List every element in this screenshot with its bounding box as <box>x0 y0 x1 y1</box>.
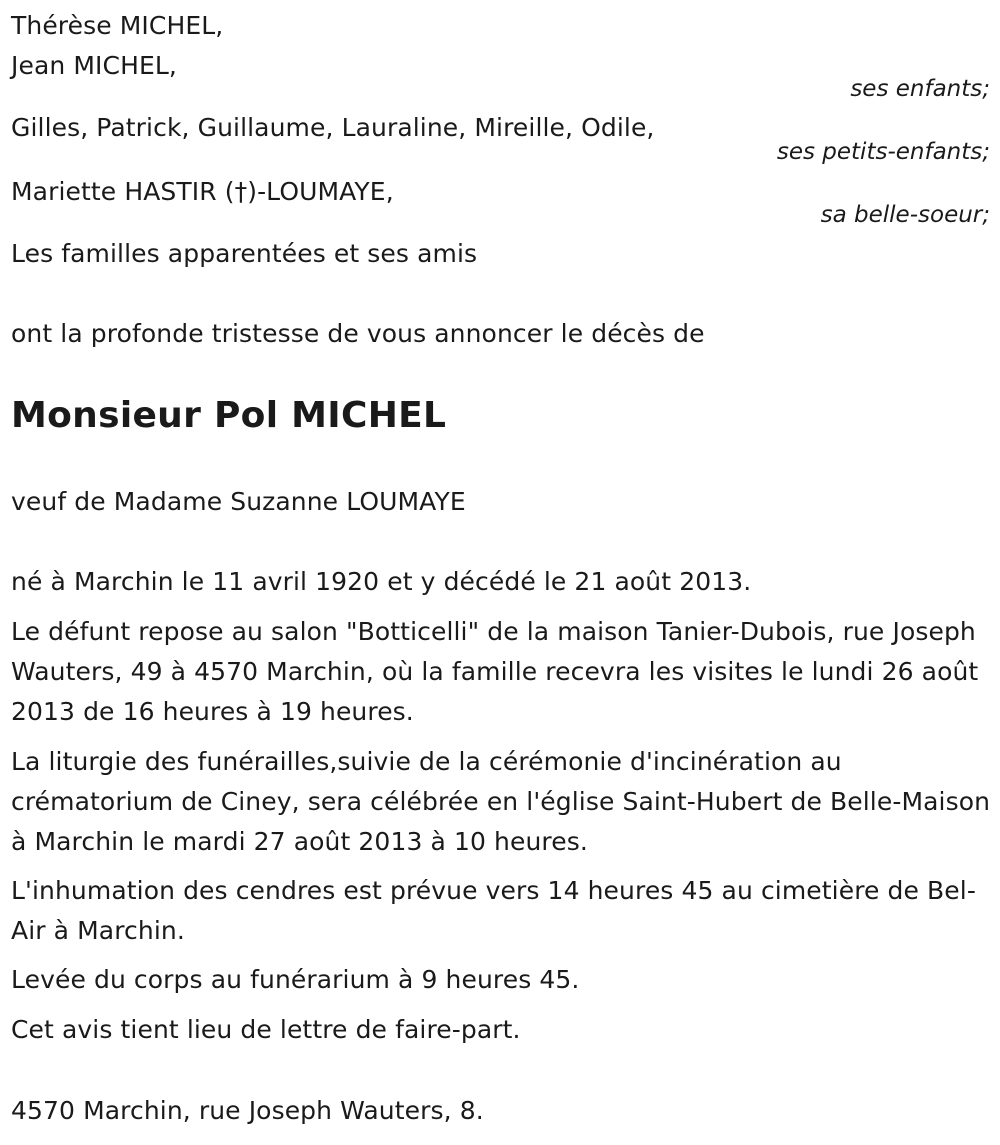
deceased-name: Monsieur Pol MICHEL <box>11 395 447 436</box>
liturgy-paragraph: La liturgie des funérailles,suivie de la cérémonie d'incinération au crématorium de Ciney, sera célébrée en l'église Saint-Hubert de Belle-Maison à Marchin le mardi 27 août 2013 à 10 heures. <box>11 747 991 856</box>
role-sister-in-law: sa belle-soeur; <box>820 202 990 228</box>
burial-paragraph: L'inhumation des cendres est prévue vers 14 heures 45 au cimetière de Bel-Air à Marchin. <box>11 876 976 945</box>
family-member-therese: Thérèse MICHEL, <box>11 11 224 40</box>
sister-in-law-name: Mariette HASTIR (†)-LOUMAYE, <box>11 177 394 206</box>
departure-paragraph: Levée du corps au funérarium à 9 heures 45. <box>11 965 580 994</box>
visitation-paragraph: Le défunt repose au salon "Botticelli" de la maison Tanier-Dubois, rue Joseph Wauters, 49 à 4570 Marchin, où la famille recevra les visites le lundi 26 août 2013 de 16 heures à 19 heures. <box>11 617 979 726</box>
grandchildren-names: Gilles, Patrick, Guillaume, Lauraline, Mireille, Odile, <box>11 113 655 142</box>
role-children: ses enfants; <box>850 76 990 102</box>
announcement-line: ont la profonde tristesse de vous annoncer le décès de <box>11 319 705 348</box>
relatives-line: Les familles apparentées et ses amis <box>11 239 478 268</box>
notice-paragraph: Cet avis tient lieu de lettre de faire-part. <box>11 1015 521 1044</box>
birth-death-paragraph: né à Marchin le 11 avril 1920 et y décédé le 21 août 2013. <box>11 567 752 596</box>
address-line: 4570 Marchin, rue Joseph Wauters, 8. <box>11 1096 484 1125</box>
family-member-jean: Jean MICHEL, <box>11 51 177 80</box>
widower-line: veuf de Madame Suzanne LOUMAYE <box>11 487 466 516</box>
role-grandchildren: ses petits-enfants; <box>776 139 990 165</box>
